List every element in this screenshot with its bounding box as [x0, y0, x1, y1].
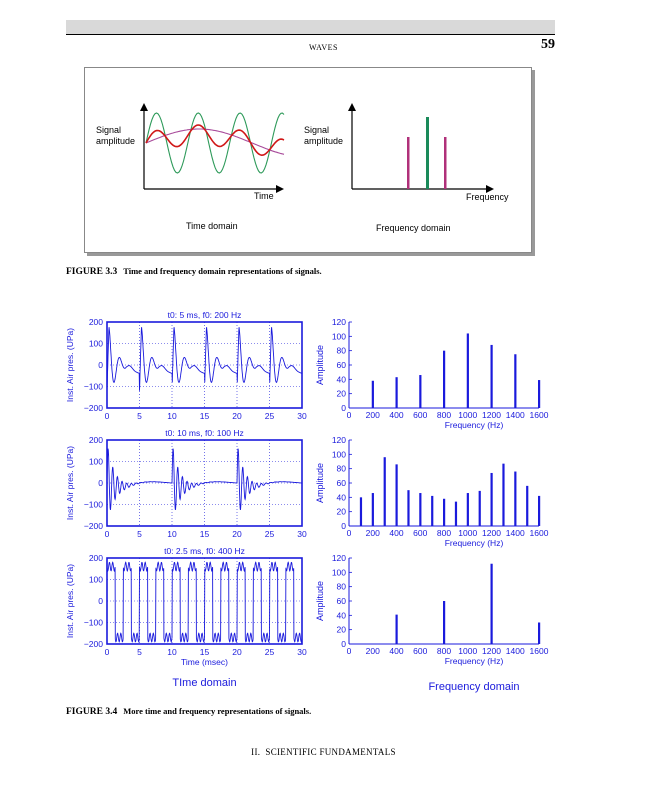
freq-ylabel: Amplitude — [315, 462, 325, 504]
time-ytick-label: 100 — [88, 456, 103, 467]
time-xtick-label: 25 — [264, 647, 275, 657]
freq-xtick-label: 1000 — [458, 528, 478, 538]
freq-ytick-label: 20 — [336, 388, 346, 399]
figure-3-3-frame — [85, 68, 532, 253]
freq-ytick-label: 60 — [336, 360, 346, 370]
freq-bar — [443, 601, 445, 644]
freq-bar — [491, 564, 493, 644]
time-xtick-label: 15 — [199, 411, 210, 421]
time-ytick-label: 200 — [88, 317, 103, 327]
freq-bar — [396, 377, 398, 408]
time-plot-title: t0: 10 ms, f0: 100 Hz — [165, 428, 244, 438]
figure-3-4-caption — [66, 706, 311, 717]
time-xtick-label: 15 — [199, 529, 210, 539]
time-ylabel: Inst. Air pres. (UPa) — [65, 563, 75, 639]
time-ytick-label: −100 — [83, 381, 103, 392]
freq-ytick-label: 120 — [331, 435, 346, 445]
freq-xtick-label: 400 — [389, 646, 404, 656]
freq-xtick-label: 1400 — [505, 646, 525, 656]
time-xtick-label: 10 — [167, 647, 177, 657]
figure-3-4-caption-text: More time and frequency representations of signals. — [123, 706, 312, 716]
time-ytick-label: 100 — [88, 338, 103, 349]
freq-bar — [443, 499, 445, 526]
freq-ytick-label: 100 — [331, 331, 346, 342]
freq-xtick-label: 1600 — [529, 646, 549, 656]
freq-bar — [455, 502, 457, 526]
freq-ytick-label: 0 — [341, 403, 346, 413]
freq-xtick-label: 1200 — [482, 528, 501, 538]
time-xtick-label: 10 — [167, 529, 177, 539]
freq-xlabel: Frequency (Hz) — [444, 538, 504, 548]
freq-xtick-label: 800 — [436, 528, 452, 538]
freq-ylabel: Amplitude — [315, 580, 325, 622]
freq-ytick-label: 100 — [331, 567, 346, 578]
freq-ytick-label: 40 — [336, 610, 346, 621]
freq-xtick-label: 600 — [413, 528, 428, 538]
freq-xlabel: Frequency (Hz) — [444, 656, 504, 666]
freq-xtick-label: 200 — [365, 646, 380, 656]
freq-xtick-label: 1400 — [505, 528, 525, 538]
figure-3-4-caption-label: FIGURE 3.4 — [66, 707, 118, 717]
time-xtick-label: 30 — [297, 411, 307, 421]
freq-ytick-label: 40 — [336, 492, 346, 503]
time-xtick-label: 30 — [297, 529, 307, 539]
time-ylabel: Inst. Air pres. (UPa) — [65, 445, 75, 521]
freq-xlabel: Frequency (Hz) — [444, 420, 504, 430]
freq-xtick-label: 200 — [365, 528, 380, 538]
freq-xtick-label: 600 — [413, 410, 428, 420]
freq-bar — [479, 491, 481, 526]
freq-bar — [514, 354, 516, 408]
freq-bar — [396, 464, 398, 526]
freq-bar — [502, 464, 504, 526]
freq-ytick-label: 60 — [336, 596, 346, 606]
header-rule — [66, 34, 555, 35]
freq-bar — [419, 493, 421, 526]
time-domain-label: TIme domain — [172, 677, 237, 689]
spectrum-bar-low — [407, 137, 410, 189]
time-plot-title: t0: 2.5 ms, f0: 400 Hz — [164, 546, 245, 556]
page-number: 59 — [541, 37, 555, 52]
figure-3-3 — [84, 67, 535, 256]
freq-bar — [384, 457, 386, 526]
freq-xtick-label: 1000 — [458, 646, 478, 656]
freq-bar — [443, 351, 445, 408]
right-title: Frequency domain — [376, 223, 451, 233]
freq-xtick-label: 800 — [436, 646, 452, 656]
freq-xtick-label: 1600 — [529, 528, 549, 538]
freq-xtick-label: 0 — [346, 646, 352, 656]
left-ylabel-1: Signal — [96, 125, 122, 135]
time-plot-title: t0: 5 ms, f0: 200 Hz — [167, 310, 242, 320]
time-ytick-label: 200 — [88, 553, 103, 563]
freq-ytick-label: 20 — [336, 506, 346, 517]
freq-bar — [372, 381, 374, 408]
time-ytick-label: 0 — [98, 360, 103, 370]
freq-xtick-label: 600 — [413, 646, 428, 656]
time-xtick-label: 0 — [104, 411, 110, 421]
time-xtick-label: 5 — [137, 411, 142, 421]
figure-3-3-caption-label: FIGURE 3.3 — [66, 267, 118, 277]
page-footer: II. SCIENTIFIC FUNDAMENTALS — [251, 747, 396, 757]
freq-xtick-label: 1200 — [482, 646, 501, 656]
freq-bar — [467, 333, 469, 408]
freq-bar — [419, 375, 421, 408]
time-xtick-label: 20 — [232, 529, 242, 539]
freq-bar — [467, 493, 469, 526]
freq-ytick-label: 0 — [341, 639, 346, 649]
freq-ytick-label: 60 — [336, 478, 346, 488]
time-xtick-label: 5 — [137, 647, 142, 657]
top-header-bar — [66, 20, 555, 34]
freq-xtick-label: 800 — [436, 410, 452, 420]
time-ytick-label: 100 — [88, 574, 103, 585]
time-xtick-label: 30 — [297, 647, 307, 657]
freq-ytick-label: 80 — [336, 581, 346, 592]
freq-bar — [491, 473, 493, 526]
freq-bar — [526, 486, 528, 526]
time-ytick-label: 200 — [88, 435, 103, 445]
time-ylabel: Inst. Air pres. (UPa) — [65, 327, 75, 403]
time-xtick-label: 20 — [232, 411, 242, 421]
time-ytick-label: −100 — [83, 617, 103, 628]
freq-bar — [538, 623, 540, 645]
time-xtick-label: 25 — [264, 411, 275, 421]
time-ytick-label: 0 — [98, 596, 103, 606]
freq-bar — [514, 472, 516, 526]
freq-bar — [360, 497, 362, 526]
freq-ytick-label: 120 — [331, 317, 346, 327]
freq-ytick-label: 80 — [336, 463, 346, 474]
freq-ytick-label: 0 — [341, 521, 346, 531]
freq-ylabel: Amplitude — [315, 344, 325, 386]
freq-ytick-label: 80 — [336, 345, 346, 356]
freq-ytick-label: 40 — [336, 374, 346, 385]
freq-bar — [396, 615, 398, 644]
time-ytick-label: −200 — [83, 521, 103, 531]
left-title: Time domain — [186, 221, 238, 231]
right-ylabel-2: amplitude — [304, 136, 344, 146]
freq-xtick-label: 0 — [346, 528, 352, 538]
frequency-domain-label: Frequency domain — [428, 681, 520, 693]
time-waveform — [107, 562, 302, 642]
time-xtick-label: 10 — [167, 411, 177, 421]
time-xtick-label: 5 — [137, 529, 142, 539]
freq-xtick-label: 1400 — [505, 410, 525, 420]
freq-bar — [431, 496, 433, 526]
figure-3-3-caption-text: Time and frequency domain representations of signals. — [123, 266, 322, 276]
freq-bar — [491, 345, 493, 408]
time-xtick-label: 0 — [104, 529, 110, 539]
time-ytick-label: −200 — [83, 403, 103, 413]
freq-bar — [538, 380, 540, 408]
freq-ytick-label: 20 — [336, 624, 346, 635]
freq-ytick-label: 100 — [331, 449, 346, 460]
time-xtick-label: 20 — [232, 647, 242, 657]
freq-xtick-label: 400 — [389, 410, 404, 420]
time-ytick-label: −100 — [83, 499, 103, 510]
freq-bar — [538, 496, 540, 526]
left-ylabel-2: amplitude — [96, 136, 136, 146]
time-xtick-label: 15 — [199, 647, 210, 657]
spectrum-bar-center — [426, 117, 429, 189]
freq-ytick-label: 120 — [331, 553, 346, 563]
time-xlabel: Time (msec) — [181, 657, 228, 667]
freq-xtick-label: 1000 — [458, 410, 478, 420]
freq-xtick-label: 200 — [365, 410, 380, 420]
time-ytick-label: 0 — [98, 478, 103, 488]
freq-xtick-label: 400 — [389, 528, 404, 538]
time-xtick-label: 25 — [264, 529, 275, 539]
freq-xtick-label: 0 — [346, 410, 352, 420]
freq-xtick-label: 1200 — [482, 410, 501, 420]
right-xlabel: Frequency — [466, 192, 509, 202]
left-xlabel: Time — [254, 191, 274, 201]
right-ylabel-1: Signal — [304, 125, 330, 135]
freq-xtick-label: 1600 — [529, 410, 549, 420]
running-title: WAVES — [308, 43, 339, 52]
spectrum-bar-high — [444, 137, 447, 189]
freq-bar — [407, 490, 409, 526]
freq-bar — [372, 493, 374, 526]
figure-3-3-caption — [66, 266, 322, 277]
time-ytick-label: −200 — [83, 639, 103, 649]
figure-3-4 — [62, 300, 562, 700]
time-xtick-label: 0 — [104, 647, 110, 657]
